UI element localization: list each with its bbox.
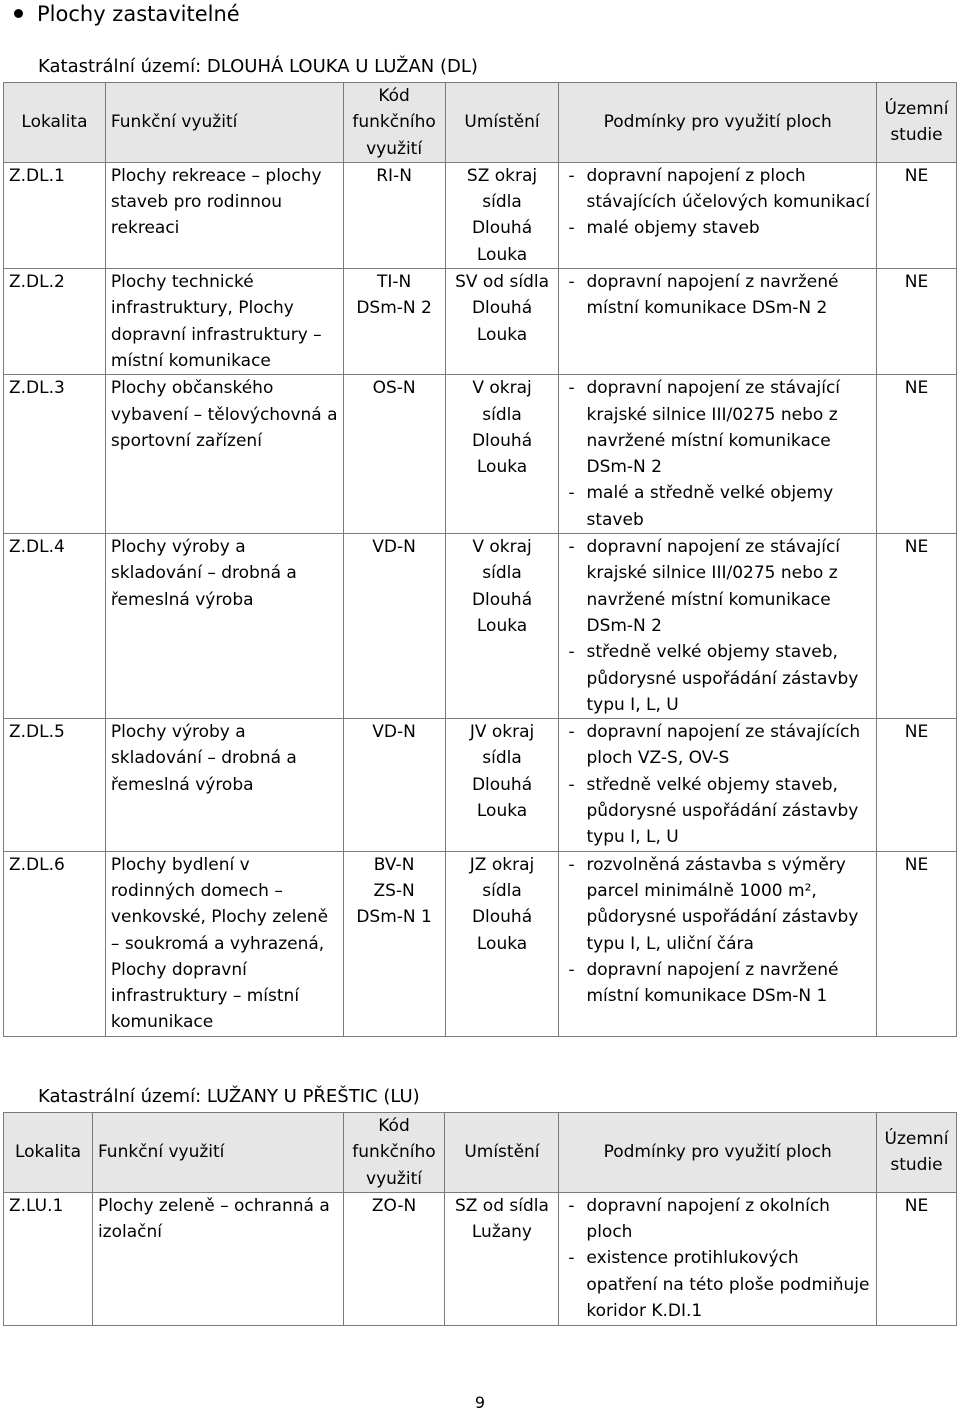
section-heading xyxy=(14,2,240,26)
condition-text: dopravní napojení z navržené místní komunikace DSm-N 1 xyxy=(586,959,839,1007)
condition-item xyxy=(564,480,870,533)
podminky-cell xyxy=(559,534,876,719)
condition-item xyxy=(564,1193,871,1246)
kod-cell xyxy=(343,851,445,1036)
bullet-icon xyxy=(14,9,23,18)
kod-cell xyxy=(343,162,445,268)
podminky-cell xyxy=(559,851,876,1036)
condition-item xyxy=(564,375,870,480)
dash-marker: - xyxy=(568,218,575,239)
dash-marker: - xyxy=(568,272,575,293)
condition-text: dopravní napojení ze stávající krajské silnice III/0275 nebo z navržené místní komunikace DSm-N 2 xyxy=(586,378,841,478)
umisteni-cell: V okraj sídla Dlouhá Louka xyxy=(445,375,559,534)
condition-text: dopravní napojení ze stávajících ploch VZ-S, OV-S xyxy=(586,722,861,769)
funkcni-vyuziti-cell: Plochy rekreace – plochy staveb pro rodinnou rekreaci xyxy=(105,162,343,268)
dash-marker: - xyxy=(568,483,575,504)
dash-marker: - xyxy=(568,1195,575,1216)
condition-item xyxy=(564,719,870,772)
podminky-cell xyxy=(559,375,876,534)
funkcni-vyuziti-cell: Plochy bydlení v rodinných domech – venkovské, Plochy zeleně – soukromá a vyhrazená, Plochy dopravní infrastruktury – místní komunikace xyxy=(105,851,343,1036)
condition-text: dopravní napojení z okolních ploch xyxy=(586,1195,830,1243)
conditions-list xyxy=(564,719,870,850)
kod-text: RI-N xyxy=(376,165,412,186)
kod-cell xyxy=(343,269,445,375)
kod-text: VD-N xyxy=(372,722,416,743)
condition-text: dopravní napojení ze stávající krajské silnice III/0275 nebo z navržené místní komunikace DSm-N 2 xyxy=(586,537,841,636)
cadastral-title-lu: Katastrální území: LUŽANY U PŘEŠTIC (LU) xyxy=(38,1086,420,1107)
dash-marker: - xyxy=(568,722,575,743)
dash-marker: - xyxy=(568,642,575,663)
conditions-list xyxy=(564,1193,871,1324)
umisteni-cell: SV od sídla Dlouhá Louka xyxy=(445,269,559,375)
kod-cell xyxy=(343,534,445,719)
table-row xyxy=(4,1192,957,1325)
podminky-cell xyxy=(559,269,876,375)
condition-text: malé a středně velké objemy staveb xyxy=(586,483,834,530)
header-podminky: Podmínky pro využití ploch xyxy=(559,83,876,163)
uzemni-studie-cell: NE xyxy=(876,1192,956,1325)
condition-item xyxy=(564,852,870,957)
kod-text: VD-N xyxy=(372,537,416,558)
condition-text: malé objemy staveb xyxy=(586,218,760,239)
lokalita-cell: Z.DL.2 xyxy=(4,269,106,375)
table-luzany xyxy=(3,1112,957,1326)
dash-marker: - xyxy=(568,1248,575,1269)
header-kod: Kód funkčního využití xyxy=(343,83,445,163)
kod-text: ZO-N xyxy=(371,1195,417,1216)
condition-text: rozvolněná zástavba s výměry parcel minimálně 1000 m², půdorysné uspořádání zástavby typu I, L, uliční čára xyxy=(586,854,859,954)
kod-cell xyxy=(343,719,445,851)
condition-item xyxy=(564,215,870,241)
cadastral-title-dl: Katastrální území: DLOUHÁ LOUKA U LUŽAN (DL) xyxy=(38,56,478,77)
funkcni-vyuziti-cell: Plochy výroby a skladování – drobná a řemeslná výroba xyxy=(105,534,343,719)
uzemni-studie-cell: NE xyxy=(876,534,956,719)
page-number: 9 xyxy=(474,1393,486,1412)
conditions-list xyxy=(564,534,870,718)
heading-text: Plochy zastavitelné xyxy=(37,2,240,26)
umisteni-cell: JZ okraj sídla Dlouhá Louka xyxy=(445,851,559,1036)
table-row xyxy=(4,719,957,851)
dash-marker: - xyxy=(568,165,575,186)
header-uzemni-studie: Územní studie xyxy=(876,83,956,163)
condition-item xyxy=(564,772,870,851)
table-row xyxy=(4,534,957,719)
condition-item xyxy=(564,639,870,718)
header-lokalita: Lokalita xyxy=(4,1113,93,1193)
condition-text: dopravní napojení z ploch stávajících účelových komunikací xyxy=(586,165,870,213)
header-lokalita: Lokalita xyxy=(4,83,106,163)
umisteni-cell: SZ od sídla Lužany xyxy=(445,1192,559,1325)
header-funkcni-vyuziti: Funkční využití xyxy=(105,83,343,163)
kod-text: TI-N DSm-N 2 xyxy=(356,272,432,319)
table-row xyxy=(4,162,957,268)
kod-text: BV-N ZS-N DSm-N 1 xyxy=(356,854,432,928)
umisteni-cell: V okraj sídla Dlouhá Louka xyxy=(445,534,559,719)
uzemni-studie-cell: NE xyxy=(876,719,956,851)
condition-text: existence protihlukových opatření na této ploše podmiňuje koridor K.DI.1 xyxy=(586,1248,870,1322)
lokalita-cell: Z.DL.6 xyxy=(4,851,106,1036)
conditions-list xyxy=(564,375,870,533)
table-row xyxy=(4,851,957,1036)
umisteni-cell: JV okraj sídla Dlouhá Louka xyxy=(445,719,559,851)
lokalita-cell: Z.DL.5 xyxy=(4,719,106,851)
condition-item xyxy=(564,269,870,322)
condition-text: středně velké objemy staveb, půdorysné uspořádání zástavby typu I, L, U xyxy=(586,774,859,848)
lokalita-cell: Z.DL.1 xyxy=(4,162,106,268)
lokalita-cell: Z.LU.1 xyxy=(4,1192,93,1325)
dash-marker: - xyxy=(568,774,575,795)
condition-item xyxy=(564,957,870,1010)
header-umisteni: Umístění xyxy=(445,1113,559,1193)
condition-item xyxy=(564,1245,871,1324)
uzemni-studie-cell: NE xyxy=(876,851,956,1036)
header-umisteni: Umístění xyxy=(445,83,559,163)
table-dlouha-louka xyxy=(3,82,957,1037)
condition-text: dopravní napojení z navržené místní komunikace DSm-N 2 xyxy=(586,272,839,319)
kod-cell xyxy=(343,375,445,534)
condition-item xyxy=(564,163,870,216)
dash-marker: - xyxy=(568,854,575,875)
umisteni-cell: SZ okraj sídla Dlouhá Louka xyxy=(445,162,559,268)
table-row xyxy=(4,269,957,375)
condition-text: středně velké objemy staveb, půdorysné uspořádání zástavby typu I, L, U xyxy=(586,642,859,715)
dash-marker: - xyxy=(568,378,575,399)
dash-marker: - xyxy=(568,537,575,558)
table-row xyxy=(4,375,957,534)
conditions-list xyxy=(564,852,870,1010)
header-funkcni-vyuziti: Funkční využití xyxy=(92,1113,343,1193)
funkcni-vyuziti-cell: Plochy občanského vybavení – tělovýchovná a sportovní zařízení xyxy=(105,375,343,534)
kod-text: OS-N xyxy=(372,378,416,399)
funkcni-vyuziti-cell: Plochy technické infrastruktury, Plochy dopravní infrastruktury – místní komunikace xyxy=(105,269,343,375)
condition-item xyxy=(564,534,870,639)
lokalita-cell: Z.DL.4 xyxy=(4,534,106,719)
header-podminky: Podmínky pro využití ploch xyxy=(559,1113,877,1193)
conditions-list xyxy=(564,163,870,242)
funkcni-vyuziti-cell: Plochy zeleně – ochranná a izolační xyxy=(92,1192,343,1325)
podminky-cell xyxy=(559,162,876,268)
dash-marker: - xyxy=(568,959,575,980)
podminky-cell xyxy=(559,1192,877,1325)
kod-cell xyxy=(343,1192,445,1325)
podminky-cell xyxy=(559,719,876,851)
lokalita-cell: Z.DL.3 xyxy=(4,375,106,534)
header-uzemni-studie: Územní studie xyxy=(876,1113,956,1193)
uzemni-studie-cell: NE xyxy=(876,269,956,375)
uzemni-studie-cell: NE xyxy=(876,375,956,534)
header-kod: Kód funkčního využití xyxy=(343,1113,445,1193)
uzemni-studie-cell: NE xyxy=(876,162,956,268)
conditions-list xyxy=(564,269,870,322)
funkcni-vyuziti-cell: Plochy výroby a skladování – drobná a řemeslná výroba xyxy=(105,719,343,851)
